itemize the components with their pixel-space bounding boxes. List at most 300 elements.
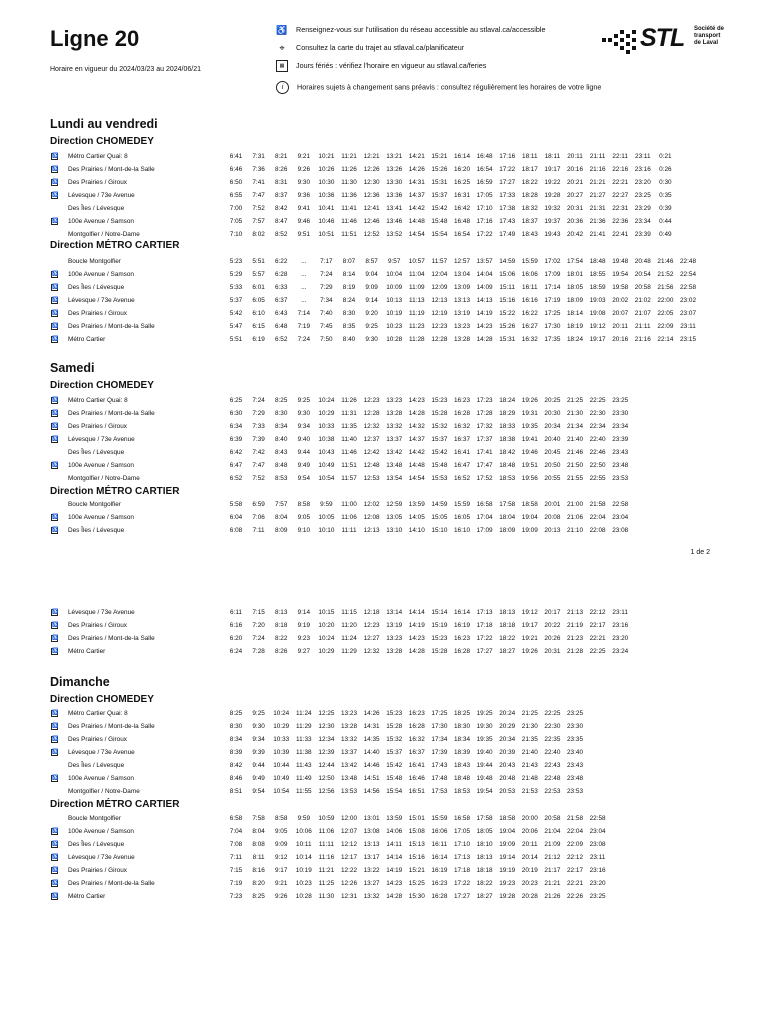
departure-time: 12:13 xyxy=(431,296,448,304)
departure-time: 11:24 xyxy=(296,710,312,717)
departure-time: 9:57 xyxy=(387,258,401,265)
departure-time: 8:25 xyxy=(274,397,288,404)
departure-time: 23:53 xyxy=(612,474,629,482)
departure-time: 16:28 xyxy=(431,892,448,900)
departure-time: 6:46 xyxy=(229,165,243,173)
departure-time: 17:13 xyxy=(476,609,493,616)
departure-time: 23:48 xyxy=(567,774,583,782)
departure-time: 12:36 xyxy=(363,191,380,199)
departure-time: 9:19 xyxy=(297,621,311,629)
stl-logo xyxy=(600,24,740,56)
departure-time: 8:19 xyxy=(342,283,356,291)
departure-time: 19:17 xyxy=(544,165,561,173)
departure-time: 11:11 xyxy=(318,840,334,848)
departure-time: 5:37 xyxy=(229,296,243,304)
accessible-icon: ♿ xyxy=(52,853,59,860)
departure-time: 7:05 xyxy=(229,217,243,225)
departure-time: 7:33 xyxy=(252,422,265,430)
departure-time: 15:19 xyxy=(431,621,448,629)
departure-time: 11:43 xyxy=(296,761,312,769)
departure-time: 7:14 xyxy=(297,309,311,317)
departure-time: 16:25 xyxy=(454,178,470,186)
departure-time: 11:33 xyxy=(296,735,312,743)
departure-time: 19:54 xyxy=(612,270,629,278)
departure-time: 5:33 xyxy=(229,283,243,291)
departure-time: 16:54 xyxy=(454,230,470,238)
departure-time: 16:06 xyxy=(521,270,538,278)
departure-time: 8:30 xyxy=(274,409,288,417)
departure-time: 17:28 xyxy=(476,409,493,417)
departure-time: 10:33 xyxy=(273,735,290,743)
departure-time: 8:24 xyxy=(342,296,356,304)
departure-time: 22:12 xyxy=(567,853,583,861)
accessible-icon: ♿ xyxy=(52,335,59,342)
departure-time: 8:18 xyxy=(274,621,288,629)
departure-time: 18:22 xyxy=(521,178,538,186)
departure-time: 14:56 xyxy=(363,787,380,795)
departure-time: 10:41 xyxy=(318,204,335,212)
departure-time: 8:13 xyxy=(274,609,288,616)
logo-org-name: Société de transport de Laval xyxy=(694,26,725,46)
departure-time: 22:27 xyxy=(612,191,629,199)
section-title: Dimanche xyxy=(50,675,110,689)
stop-name: Montgolfier / Notre-Dame xyxy=(68,474,140,482)
departure-time: 8:14 xyxy=(342,270,356,278)
departure-time: 15:23 xyxy=(431,634,448,642)
departure-time: 16:41 xyxy=(454,448,470,456)
departure-time: 12:32 xyxy=(363,647,380,655)
departure-time: 21:30 xyxy=(521,722,538,730)
departure-time: 8:53 xyxy=(274,474,288,482)
departure-time: 10:20 xyxy=(318,621,335,629)
departure-time: 7:39 xyxy=(252,435,265,443)
departure-time: 11:29 xyxy=(341,647,357,655)
departure-time: 17:54 xyxy=(567,258,583,265)
departure-time: 17:25 xyxy=(544,309,561,317)
departure-time: 0:21 xyxy=(659,153,672,160)
departure-time: 20:43 xyxy=(499,761,516,769)
departure-time: 12:23 xyxy=(363,621,380,629)
departure-time: 8:57 xyxy=(365,258,378,265)
departure-time: 17:04 xyxy=(476,513,493,521)
departure-time: 20:01 xyxy=(544,501,561,508)
departure-time: 11:15 xyxy=(341,609,357,616)
departure-time: 18:11 xyxy=(544,153,561,160)
departure-time: 22:09 xyxy=(657,322,674,330)
departure-time: 21:19 xyxy=(567,621,583,629)
departure-time: 21:11 xyxy=(635,322,651,330)
departure-time: 12:48 xyxy=(363,461,380,469)
departure-time: 23:20 xyxy=(634,178,651,186)
departure-time: 19:32 xyxy=(544,204,561,212)
stop-name: Lévesque / 73e Avenue xyxy=(68,435,135,443)
accessible-icon: ♿ xyxy=(52,879,59,886)
departure-time: 14:05 xyxy=(408,513,425,521)
departure-time: 18:19 xyxy=(567,322,583,330)
departure-time: 8:48 xyxy=(274,461,288,469)
departure-time: 15:32 xyxy=(431,422,448,430)
departure-time: 19:56 xyxy=(521,474,538,482)
departure-time: 18:33 xyxy=(499,422,516,430)
departure-time: 9:59 xyxy=(297,815,311,822)
departure-time: 8:40 xyxy=(274,435,288,443)
stop-name: Montgolfier / Notre-Dame xyxy=(68,230,140,238)
departure-time: 17:27 xyxy=(499,178,516,186)
departure-time: 22:41 xyxy=(612,230,629,238)
stop-name: Des Prairies / Mont-de-la Salle xyxy=(68,165,155,173)
departure-time: 18:27 xyxy=(476,892,493,900)
departure-time: 10:57 xyxy=(408,258,425,265)
info-circle-icon: i xyxy=(276,81,289,94)
departure-time: 17:32 xyxy=(476,422,493,430)
departure-time: 7:20 xyxy=(252,621,265,629)
departure-time: 21:36 xyxy=(589,217,606,225)
departure-time: 11:35 xyxy=(341,422,357,430)
departure-time: 11:51 xyxy=(341,461,357,469)
departure-time: 22:21 xyxy=(589,634,606,642)
departure-time: 12:19 xyxy=(431,309,448,317)
departure-time: 21:09 xyxy=(544,840,561,848)
departure-time: 10:43 xyxy=(318,448,335,456)
departure-time: 18:32 xyxy=(521,204,538,212)
departure-time: 7:10 xyxy=(229,230,243,238)
departure-time: 21:07 xyxy=(634,309,651,317)
departure-time: 22:12 xyxy=(589,609,606,616)
departure-time: 13:52 xyxy=(386,230,403,238)
departure-time: 10:06 xyxy=(295,827,312,835)
departure-time: 19:14 xyxy=(499,853,516,861)
departure-time: 20:34 xyxy=(544,422,561,430)
departure-time: 17:33 xyxy=(499,191,516,199)
departure-time: 13:30 xyxy=(386,178,403,186)
accessible-icon: ♿ xyxy=(52,647,59,654)
departure-time: 15:16 xyxy=(408,853,425,861)
accessible-icon: ♿ xyxy=(52,296,59,303)
departure-time: 17:09 xyxy=(544,270,561,278)
departure-time: 13:42 xyxy=(341,761,357,769)
departure-time: 19:31 xyxy=(521,409,538,417)
departure-time: 14:54 xyxy=(408,474,425,482)
departure-time: 15:11 xyxy=(499,283,515,291)
departure-time: 21:16 xyxy=(589,165,606,173)
departure-time: 20:42 xyxy=(567,230,583,238)
departure-time: 15:26 xyxy=(499,322,516,330)
departure-time: 15:48 xyxy=(431,461,448,469)
departure-time: 9:20 xyxy=(365,309,378,317)
departure-time: 10:28 xyxy=(386,335,403,343)
departure-time: 23:35 xyxy=(567,735,583,743)
departure-time: 7:52 xyxy=(252,204,265,212)
departure-time: 21:34 xyxy=(567,422,583,430)
accessible-icon: ♿ xyxy=(276,25,288,36)
departure-time: 13:08 xyxy=(363,827,380,835)
departure-time: 6:28 xyxy=(274,270,288,278)
departure-time: 10:28 xyxy=(295,892,312,900)
departure-time: 8:40 xyxy=(342,335,356,343)
departure-time: 14:23 xyxy=(408,397,425,404)
departure-time: 17:25 xyxy=(431,710,448,717)
departure-time: 7:24 xyxy=(320,270,333,278)
departure-time: 12:09 xyxy=(431,283,448,291)
departure-time: 10:29 xyxy=(273,722,290,730)
stop-name: Des Îles / Lévesque xyxy=(68,204,125,212)
departure-time: 13:48 xyxy=(341,774,357,782)
departure-time: 15:23 xyxy=(431,397,448,404)
departure-time: 8:30 xyxy=(342,309,356,317)
departure-time: 7:24 xyxy=(252,397,265,404)
departure-time: 9:49 xyxy=(252,774,265,782)
departure-time: 22:40 xyxy=(589,435,606,443)
departure-time: 16:23 xyxy=(454,397,470,404)
accessible-icon: ♿ xyxy=(52,397,59,403)
departure-time: 7:04 xyxy=(229,827,243,835)
stop-name: 100e Avenue / Samson xyxy=(68,270,134,278)
departure-time: 9:49 xyxy=(297,461,311,469)
departure-time: 18:55 xyxy=(589,270,606,278)
departure-time: 11:30 xyxy=(318,892,335,900)
departure-time: 7:47 xyxy=(252,191,265,199)
departure-time: 6:01 xyxy=(252,283,265,291)
departure-time: 0:49 xyxy=(659,230,672,238)
departure-time: 7:58 xyxy=(252,815,265,822)
departure-time: 18:30 xyxy=(454,722,470,730)
departure-time: 8:34 xyxy=(274,422,288,430)
accessible-icon: ♿ xyxy=(52,409,59,416)
departure-time: 6:05 xyxy=(252,296,265,304)
departure-time: 10:11 xyxy=(296,840,312,848)
departure-time: 21:25 xyxy=(521,710,538,717)
departure-time: 15:30 xyxy=(408,892,425,900)
departure-time: 16:48 xyxy=(476,153,493,160)
departure-time: 10:04 xyxy=(386,270,403,278)
departure-time: 13:19 xyxy=(386,621,403,629)
departure-time: 12:02 xyxy=(363,501,380,508)
departure-time: 13:23 xyxy=(341,710,357,717)
stop-name: Des Prairies / Mont-de-la Salle xyxy=(68,634,155,642)
departure-time: 15:16 xyxy=(499,296,516,304)
departure-time: 7:40 xyxy=(320,309,333,317)
departure-time: 13:23 xyxy=(386,397,403,404)
departure-time: 21:35 xyxy=(521,735,538,743)
departure-time: 17:37 xyxy=(476,435,493,443)
departure-time: 23:15 xyxy=(680,335,696,343)
departure-time: 17:18 xyxy=(476,621,493,629)
departure-time: 19:48 xyxy=(476,774,493,782)
departure-time: 9:21 xyxy=(297,153,311,160)
departure-time: 8:22 xyxy=(274,634,288,642)
departure-time: 6:48 xyxy=(274,322,288,330)
departure-time: 23:25 xyxy=(634,191,651,199)
departure-time: 0:30 xyxy=(659,178,672,186)
departure-time: 13:32 xyxy=(386,422,403,430)
departure-time: 7:45 xyxy=(320,322,333,330)
departure-time: 8:47 xyxy=(274,217,288,225)
departure-time: 18:53 xyxy=(454,787,470,795)
page-title: Ligne 20 xyxy=(50,26,140,51)
departure-time: 23:30 xyxy=(612,409,629,417)
departure-time: 7:08 xyxy=(229,840,243,848)
departure-time: 23:08 xyxy=(589,840,606,848)
departure-time: 5:57 xyxy=(252,270,265,278)
departure-time: 10:24 xyxy=(318,634,335,642)
stop-name: Des Prairies / Giroux xyxy=(68,178,127,186)
departure-time: 16:51 xyxy=(408,787,425,795)
note-2 xyxy=(276,42,464,54)
departure-time: 8:46 xyxy=(229,774,243,782)
departure-time: 17:35 xyxy=(544,335,561,343)
departure-time: 10:09 xyxy=(386,283,403,291)
departure-time: 22:55 xyxy=(589,474,606,482)
departure-time: 9:30 xyxy=(365,335,378,343)
accessible-icon: ♿ xyxy=(52,827,59,834)
note-text: Horaires sujets à changement sans préavis : consultez régulièrement les horaires de votre ligne xyxy=(297,82,602,92)
departure-time: 14:21 xyxy=(408,153,425,160)
departure-time: 22:05 xyxy=(657,309,674,317)
departure-time: 19:25 xyxy=(476,710,493,717)
departure-time: 17:10 xyxy=(476,204,493,212)
departure-time: 10:49 xyxy=(318,461,335,469)
stop-name: Boucle Montgolfier xyxy=(68,501,121,508)
departure-time: 19:41 xyxy=(521,435,538,443)
stop-name: Métro Cartier Quai: 8 xyxy=(68,710,128,717)
departure-time: 16:54 xyxy=(476,165,493,173)
accessible-icon: ♿ xyxy=(52,774,59,781)
departure-time: 14:51 xyxy=(363,774,380,782)
departure-time: 20:19 xyxy=(521,866,538,874)
departure-time: 15:28 xyxy=(431,409,448,417)
departure-time: 23:34 xyxy=(612,422,629,430)
departure-time: 20:00 xyxy=(521,815,538,822)
departure-time: 7:47 xyxy=(252,461,265,469)
stop-name: Lévesque / 73e Avenue xyxy=(68,853,135,861)
departure-time: 16:52 xyxy=(454,474,470,482)
departure-time: 22:40 xyxy=(544,748,561,756)
departure-time: 15:10 xyxy=(431,526,448,534)
departure-time: 6:55 xyxy=(229,191,243,199)
departure-time: 15:37 xyxy=(431,435,448,443)
departure-time: 12:42 xyxy=(363,448,380,456)
departure-time: 21:58 xyxy=(589,501,606,508)
departure-time: 6:16 xyxy=(229,621,243,629)
stop-name: Montgolfier / Notre-Dame xyxy=(68,787,140,795)
departure-time: 7:00 xyxy=(229,204,243,212)
departure-time: 17:49 xyxy=(499,230,516,238)
departure-time: 13:26 xyxy=(386,165,403,173)
departure-time: 16:31 xyxy=(454,191,470,199)
departure-time: 10:49 xyxy=(273,774,290,782)
departure-time: 21:23 xyxy=(567,634,583,642)
departure-time: 12:26 xyxy=(363,165,380,173)
accessible-icon: ♿ xyxy=(52,866,59,873)
departure-time: 6:58 xyxy=(229,815,243,822)
departure-time: 20:29 xyxy=(499,722,516,730)
departure-time: 11:30 xyxy=(341,178,357,186)
departure-time: 16:48 xyxy=(454,217,470,225)
departure-time: 15:23 xyxy=(386,710,403,717)
departure-time: 5:51 xyxy=(252,258,265,265)
departure-time: 8:25 xyxy=(252,892,265,900)
departure-time: 22:31 xyxy=(612,204,629,212)
departure-time: 14:13 xyxy=(476,296,493,304)
departure-time: 0:39 xyxy=(659,204,672,212)
departure-time: 6:25 xyxy=(229,397,243,404)
departure-time: 12:04 xyxy=(431,270,448,278)
departure-time: 7:41 xyxy=(252,178,265,186)
departure-time: 13:32 xyxy=(341,735,357,743)
stop-name: 100e Avenue / Samson xyxy=(68,217,134,225)
departure-time: 11:41 xyxy=(341,204,357,212)
departure-time: 11:24 xyxy=(341,634,357,642)
departure-time: 22:17 xyxy=(589,621,606,629)
departure-time: 5:47 xyxy=(229,322,243,330)
departure-time: 13:37 xyxy=(341,748,357,756)
departure-time: 22:50 xyxy=(589,461,606,469)
departure-time: 21:30 xyxy=(567,409,583,417)
departure-time: 6:24 xyxy=(229,647,243,655)
accessible-icon: ♿ xyxy=(52,634,59,641)
departure-time: 19:48 xyxy=(612,258,629,265)
departure-time: 17:05 xyxy=(454,827,470,835)
departure-time: 11:38 xyxy=(296,748,312,756)
departure-time: 18:38 xyxy=(499,435,516,443)
accessible-icon: ♿ xyxy=(52,621,59,628)
departure-time: 12:28 xyxy=(431,335,448,343)
departure-time: 12:46 xyxy=(363,217,380,225)
departure-time: 21:17 xyxy=(544,866,561,874)
departure-time: 19:28 xyxy=(544,191,561,199)
departure-time: 22:46 xyxy=(589,448,606,456)
departure-time: 20:16 xyxy=(567,165,583,173)
departure-time: 8:43 xyxy=(274,448,288,456)
departure-time: 8:25 xyxy=(229,710,243,717)
stop-name: Boucle Montgolfier xyxy=(68,258,121,265)
departure-time: 21:27 xyxy=(589,191,606,199)
departure-time: 20:08 xyxy=(544,513,561,521)
departure-time: 14:26 xyxy=(408,165,425,173)
departure-time: 19:51 xyxy=(521,461,538,469)
departure-time: 7:23 xyxy=(229,892,243,900)
departure-time: 23:20 xyxy=(589,879,606,887)
page-number: 1 de 2 xyxy=(690,549,710,556)
departure-time: 9:25 xyxy=(297,397,311,404)
departure-time: 10:59 xyxy=(318,815,335,822)
departure-time: 8:04 xyxy=(274,513,288,521)
departure-time: 9:27 xyxy=(297,647,311,655)
departure-time: 5:42 xyxy=(229,309,243,317)
departure-time: 16:41 xyxy=(408,761,425,769)
departure-time: 10:33 xyxy=(318,422,335,430)
departure-time: 20:50 xyxy=(544,461,561,469)
departure-time: 20:58 xyxy=(634,283,651,291)
departure-time: 12:32 xyxy=(363,422,380,430)
departure-time: 20:17 xyxy=(544,609,561,616)
departure-time: 21:21 xyxy=(544,879,561,887)
departure-time: 8:26 xyxy=(274,165,288,173)
departure-time: 14:14 xyxy=(386,853,403,861)
departure-time: 12:41 xyxy=(363,204,380,212)
departure-time: 10:36 xyxy=(318,191,335,199)
departure-time: 23:02 xyxy=(680,296,696,304)
departure-time: 16:11 xyxy=(522,283,538,291)
departure-time: 18:58 xyxy=(499,815,516,822)
departure-time: 9:54 xyxy=(297,474,311,482)
departure-time: 14:09 xyxy=(476,283,493,291)
departure-time: 20:39 xyxy=(499,748,516,756)
departure-time: 20:31 xyxy=(544,647,561,655)
departure-time: 6:04 xyxy=(229,513,243,521)
departure-time: 21:25 xyxy=(567,397,583,404)
departure-time: 17:19 xyxy=(544,296,561,304)
